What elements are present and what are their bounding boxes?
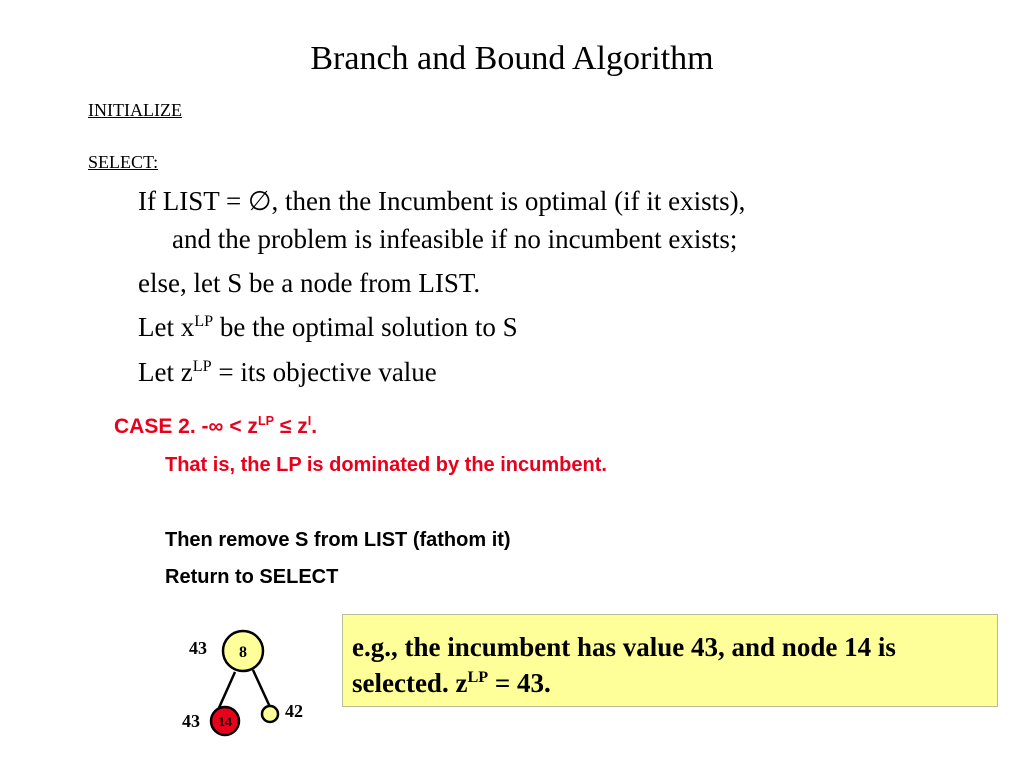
select-heading: SELECT: [88,152,159,172]
tree-edge-right [253,670,270,707]
case-explanation: That is, the LP is dominated by the incumbent. [165,454,607,476]
right-node-value: 42 [285,701,303,721]
callout-text: e.g., the incumbent has value 43, and node 14 is selected. z [352,632,896,698]
root-node-id: 8 [239,644,247,661]
select-line-5-prefix: Let z [138,357,193,387]
select-line-4 [138,312,518,343]
incumbent-superscript: I [307,414,312,428]
slide-title: Branch and Bound Algorithm [310,40,714,77]
selected-node-id: 14 [218,715,232,730]
selected-node-value: 43 [182,711,200,731]
lp-superscript: LP [194,312,214,330]
example-callout [342,614,998,707]
select-line-1: If LIST = ∅, then the Incumbent is optimal (if it exists), [138,186,746,216]
select-line-2: and the problem is infeasible if no incumbent exists; [172,224,738,254]
callout-text-suffix: = 43. [488,668,551,698]
select-line-4-suffix: be the optimal solution to S [213,312,518,342]
case-heading-prefix: CASE 2. -∞ < z [114,415,258,438]
case-heading [114,415,317,439]
select-line-5-suffix: = its objective value [211,357,437,387]
action-line-2: Return to SELECT [165,566,339,588]
case-heading-suffix: . [311,415,318,438]
select-line-4-prefix: Let x [138,312,195,342]
lp-superscript: LP [467,668,489,686]
select-line-5 [138,357,437,388]
tree-node-right [262,706,278,722]
root-node-value: 43 [189,638,207,658]
branch-tree-diagram [180,620,320,760]
case-heading-mid: ≤ z [274,415,308,438]
action-line-1: Then remove S from LIST (fathom it) [165,529,511,551]
lp-superscript: LP [257,414,275,428]
lp-superscript: LP [192,357,212,375]
select-line-3: else, let S be a node from LIST. [138,268,481,298]
tree-edge-left [218,672,235,710]
initialize-heading: INITIALIZE [88,100,182,120]
